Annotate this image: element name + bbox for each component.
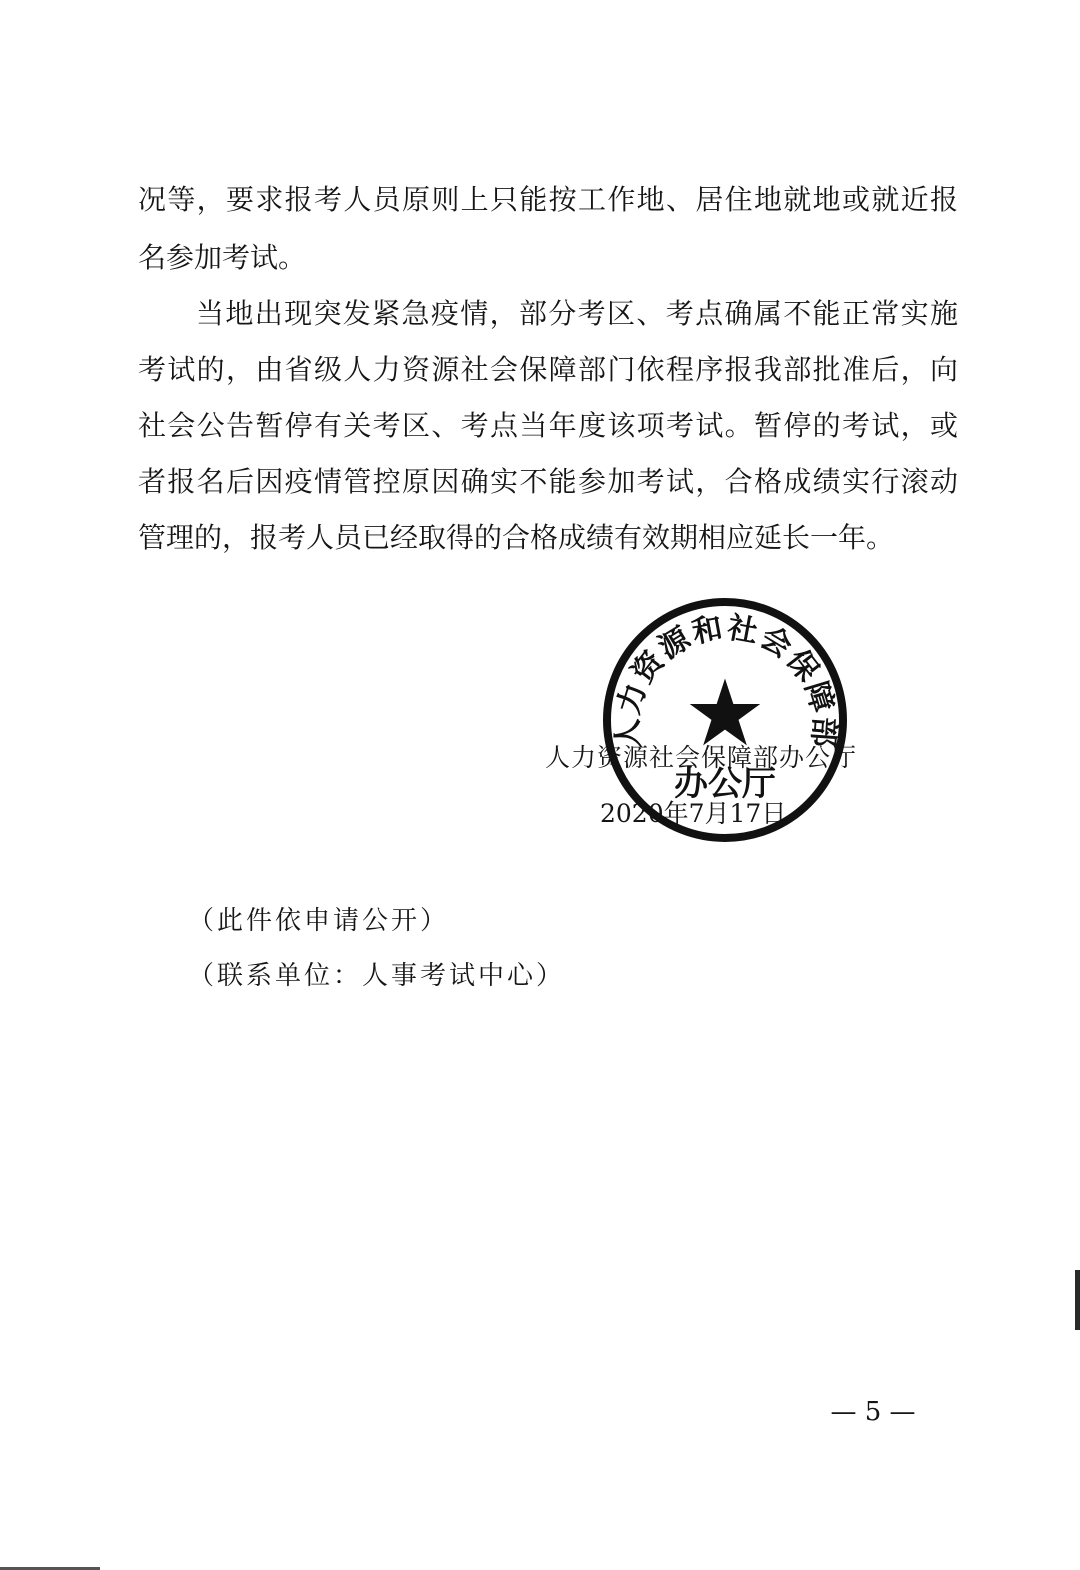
paragraph-2-line-4: 者报名后因疫情管控原因确实不能参加考试，合格成绩实行滚动 [138,465,958,498]
issue-date: 2020年7月17日 [600,799,787,828]
seal-center-text: 办公厅 [674,764,776,804]
paragraph-1-line-1: 况等，要求报考人员原则上只能按工作地、居住地就地或就近报 [138,183,958,216]
paragraph-2-line-2: 考试的，由省级人力资源社会保障部门依程序报我部批准后，向 [138,353,958,386]
seal-ring-text: 人力资源和社会保障部 [610,610,842,751]
issuer-signature: 人力资源社会保障部办公厅 [545,743,858,772]
paragraph-1-line-2: 名参加考试。 [138,241,307,274]
scan-edge-mark [1075,1270,1080,1330]
page-number: — 5 — [830,1397,916,1427]
paragraph-2-line-5: 管理的，报考人员已经取得的合格成绩有效期相应延长一年。 [138,521,895,554]
seal-star-icon: ★ [683,660,767,767]
paragraph-2-line-1: 当地出现突发紧急疫情，部分考区、考点确属不能正常实施 [196,297,958,330]
contact-note: （联系单位：人事考试中心） [188,961,566,991]
disclosure-note: （此件依申请公开） [188,906,450,936]
official-seal [600,595,850,845]
paragraph-2-line-3: 社会公告暂停有关考区、考点当年度该项考试。暂停的考试，或 [138,409,958,442]
